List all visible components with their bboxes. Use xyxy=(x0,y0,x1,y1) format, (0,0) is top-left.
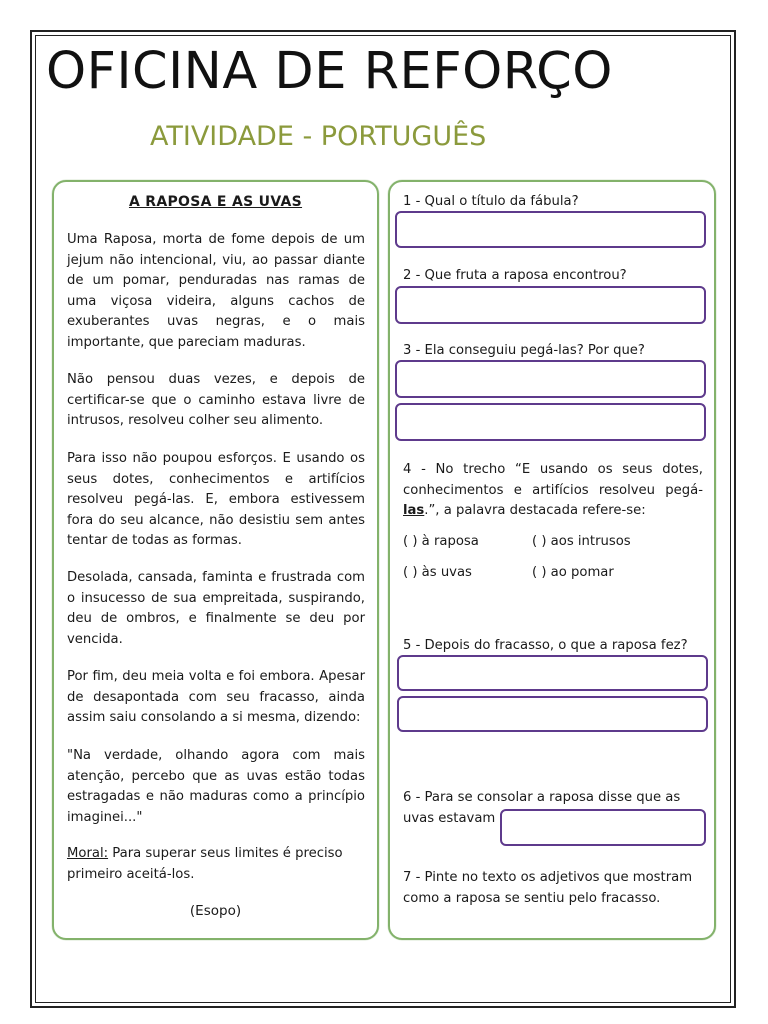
story-paragraph: Desolada, cansada, faminta e frustrada com o insucesso de sua empreitada, suspirando, deu de ombros, e finalmente se deu por vencida. xyxy=(67,570,365,647)
question-2: 2 - Que fruta a raposa encontrou? xyxy=(403,268,627,283)
answer-box-1[interactable] xyxy=(395,211,706,248)
story-paragraph: "Na verdade, olhando agora com mais atenção, percebo que as uvas estão todas estragadas e não maduras como a princípio imaginei..." xyxy=(67,748,365,825)
option-uvas[interactable]: ( ) às uvas xyxy=(403,565,472,580)
page-subtitle: ATIVIDADE - PORTUGUÊS xyxy=(150,121,487,152)
question-4 xyxy=(403,460,703,522)
question-4-text-end: .”, a palavra destacada refere-se: xyxy=(424,503,646,518)
answer-box-2[interactable] xyxy=(395,286,706,324)
option-raposa[interactable]: ( ) à raposa xyxy=(403,534,479,549)
question-1: 1 - Qual o título da fábula? xyxy=(403,194,579,209)
question-5: 5 - Depois do fracasso, o que a raposa fez? xyxy=(403,638,688,653)
story-author: (Esopo) xyxy=(189,903,242,919)
option-intrusos[interactable]: ( ) aos intrusos xyxy=(532,534,631,549)
page-title: OFICINA DE REFORÇO xyxy=(46,42,613,101)
answer-box-3a[interactable] xyxy=(395,360,706,398)
story-title: A RAPOSA E AS UVAS xyxy=(128,194,303,210)
story-paragraph: Para isso não poupou esforços. E usando os seus dotes, conhecimentos e artifícios resolveu pegá-las. E, embora estivessem fora do seu alcance, não desistiu sem antes tentar de todas as formas. xyxy=(67,451,365,548)
question-7: 7 - Pinte no texto os adjetivos que mostram como a raposa se sentiu pelo fracasso. xyxy=(403,870,693,906)
story-paragraph: Uma Raposa, morta de fome depois de um jejum não intencional, viu, ao passar diante de um pomar, penduradas nas ramas de uma viçosa videira, alguns cachos de exuberantes uvas negras, e o mais importante, que pareciam maduras. xyxy=(67,232,365,350)
question-4-text: 4 - No trecho “E usando os seus dotes, conhecimentos e artifícios resolveu pegá- xyxy=(403,462,703,498)
story-paragraph: Não pensou duas vezes, e depois de certificar-se que o caminho estava livre de intrusos, resolveu colher seu alimento. xyxy=(67,372,365,428)
story-moral xyxy=(67,844,365,885)
answer-box-3b[interactable] xyxy=(395,403,706,441)
answer-box-5a[interactable] xyxy=(397,655,708,691)
answer-box-6[interactable] xyxy=(500,809,706,846)
story-paragraph: Por fim, deu meia volta e foi embora. Apesar de desapontada com seu fracasso, ainda assim saiu consolando a si mesma, dizendo: xyxy=(67,669,365,725)
question-3: 3 - Ela conseguiu pegá-las? Por que? xyxy=(403,343,645,358)
option-pomar[interactable]: ( ) ao pomar xyxy=(532,565,614,580)
question-4-highlight: las xyxy=(403,503,425,518)
question-6: 6 - Para se consolar a raposa disse que as uvas estavam xyxy=(403,790,681,826)
moral-text: Para superar seus limites é preciso primeiro aceitá-los. xyxy=(67,846,343,882)
answer-box-5b[interactable] xyxy=(397,696,708,732)
moral-label: Moral: xyxy=(67,846,109,861)
